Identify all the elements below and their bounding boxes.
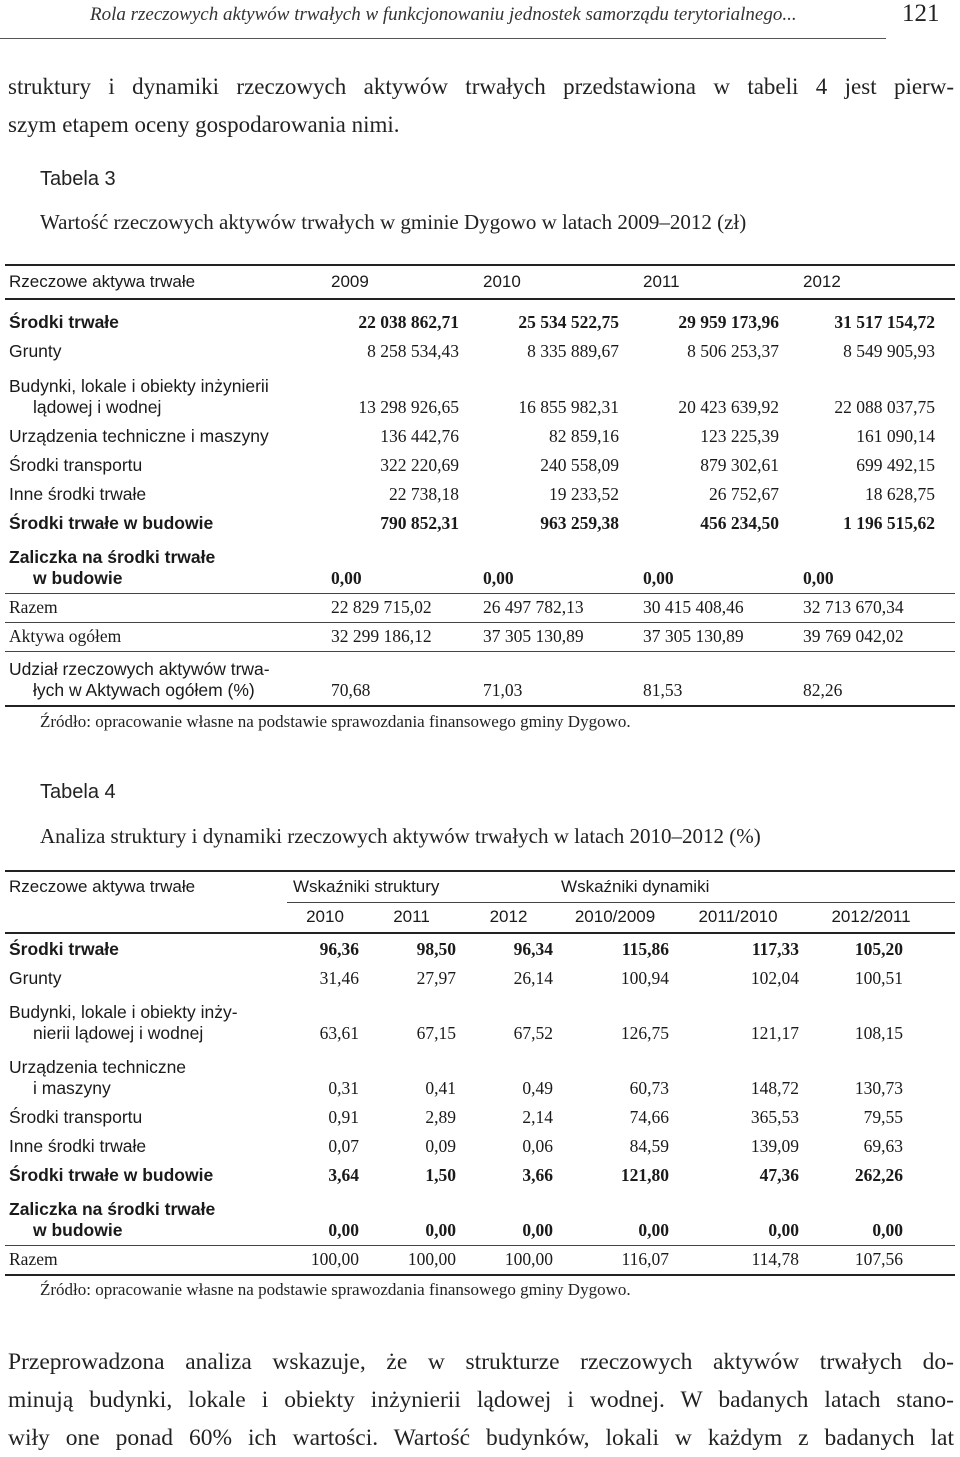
table-cell: 0,91 [328, 1107, 359, 1127]
row-label-line-2: w budowie [33, 567, 123, 588]
table-cell: 699 492,15 [856, 455, 935, 475]
table-cell: 84,59 [629, 1136, 670, 1156]
table-cell: 25 534 522,75 [518, 312, 619, 332]
table-cell: 63,61 [319, 1023, 359, 1043]
table-cell: 71,03 [483, 680, 523, 700]
table-cell: 100,00 [310, 1249, 359, 1269]
table-cell: 0,00 [638, 1219, 670, 1240]
row-label [5, 1190, 287, 1245]
table-cell: 322 220,69 [380, 455, 459, 475]
table-cell: 29 959 173,96 [678, 312, 779, 332]
table-cell: 20 423 639,92 [678, 397, 779, 417]
table4-header-structure: Wskaźniki struktury [287, 871, 557, 902]
table-row [5, 1161, 955, 1190]
table-cell: 8 258 534,43 [367, 341, 459, 361]
table-cell: 0,49 [522, 1078, 554, 1098]
table-cell: 115,86 [621, 939, 670, 959]
row-label [5, 451, 325, 480]
table4 [5, 870, 955, 1276]
table3-header-year: 2010 [483, 272, 521, 291]
table-cell: 27,97 [416, 968, 456, 988]
row-label-line-1: Środki transportu [9, 1107, 143, 1127]
running-title: Rola rzeczowych aktywów trwałych w funkcjonowaniu jednostek samorządu terytorialnego... [90, 4, 797, 25]
table-cell: 100,51 [854, 968, 904, 988]
table-cell: 0,09 [425, 1136, 456, 1156]
table-cell: 0,00 [425, 1219, 456, 1240]
row-label [5, 366, 325, 422]
row-label [5, 622, 325, 651]
table-cell: 26 752,67 [709, 484, 779, 504]
row-label-line-1: Środki trwałe w budowie [9, 513, 214, 533]
table-cell: 114,78 [751, 1249, 800, 1269]
table3 [5, 264, 955, 707]
table-row [5, 480, 955, 509]
table-cell: 0,00 [483, 567, 514, 588]
table-cell: 26 497 782,13 [483, 596, 584, 617]
table-cell: 2,14 [522, 1107, 554, 1127]
table-cell: 262,26 [854, 1165, 904, 1185]
table-row [5, 422, 955, 451]
row-label [5, 593, 325, 622]
table-cell: 19 233,52 [549, 484, 619, 504]
table-cell: 98,50 [416, 939, 456, 959]
table-row [5, 1048, 955, 1103]
table-cell: 108,15 [854, 1023, 904, 1043]
table-cell: 47,36 [759, 1165, 800, 1185]
row-label [5, 1132, 287, 1161]
table-cell: 16 855 982,31 [518, 397, 619, 417]
table-cell: 161 090,14 [856, 426, 935, 446]
table-row [5, 993, 955, 1048]
table-cell: 69,63 [863, 1136, 904, 1156]
table-cell: 81,53 [643, 680, 683, 700]
row-label-line-1: Środki transportu [9, 455, 143, 475]
table4-header-row [5, 871, 955, 902]
table-cell: 60,73 [629, 1078, 670, 1098]
table-cell: 96,36 [319, 939, 359, 959]
table-cell: 22 088 037,75 [834, 397, 935, 417]
table-cell: 100,00 [407, 1249, 456, 1269]
table-cell: 0,00 [331, 567, 362, 588]
conclusion-paragraph [8, 1343, 954, 1457]
row-label-line-1: Budynki, lokale i obiekty inżynierii [9, 376, 269, 396]
row-label [5, 422, 325, 451]
table-row [5, 1103, 955, 1132]
table-cell: 117,33 [751, 939, 800, 959]
row-label [5, 509, 325, 538]
row-label-line-1: Środki trwałe [9, 312, 119, 332]
row-label-line-1: Grunty [9, 968, 62, 988]
table-cell: 8 335 889,67 [527, 341, 619, 361]
table-row [5, 593, 955, 622]
row-label-line-1: Udział rzeczowych aktywów trwa- [9, 659, 270, 679]
table-cell: 116,07 [621, 1249, 670, 1269]
table-cell: 22 738,18 [389, 484, 459, 504]
table-cell: 39 769 042,02 [803, 625, 904, 646]
row-label-line-2: w budowie [33, 1219, 123, 1240]
table-cell: 126,75 [620, 1023, 670, 1043]
table3-label: Tabela 3 [40, 168, 116, 190]
table-cell: 82 859,16 [549, 426, 619, 446]
conclusion-line-1: Przeprowadzona analiza wskazuje, że w strukturze rzeczowych aktywów trwałych do- [8, 1349, 954, 1375]
row-label-line-1: Inne środki trwałe [9, 484, 147, 504]
row-label [5, 1048, 287, 1103]
table-cell: 31 517 154,72 [834, 312, 935, 332]
table-cell: 139,09 [750, 1136, 800, 1156]
table-cell: 456 234,50 [700, 513, 779, 533]
table-cell: 0,31 [328, 1078, 359, 1098]
table-cell: 67,15 [416, 1023, 456, 1043]
table-cell: 37 305 130,89 [643, 625, 744, 646]
row-label-line-1: Razem [9, 596, 58, 617]
table-cell: 130,73 [854, 1078, 904, 1098]
row-label [5, 1161, 287, 1190]
table-cell: 3,64 [328, 1165, 359, 1185]
table-cell: 121,17 [750, 1023, 800, 1043]
row-label [5, 1245, 287, 1275]
row-label-line-1: Środki trwałe w budowie [9, 1165, 214, 1185]
table4-caption: Analiza struktury i dynamiki rzeczowych aktywów trwałych w latach 2010–2012 (%) [40, 824, 761, 848]
header-rule [0, 38, 886, 39]
table-cell: 79,55 [863, 1107, 904, 1127]
table-cell: 365,53 [750, 1107, 800, 1127]
table-cell: 32 713 670,34 [803, 596, 904, 617]
row-label [5, 299, 325, 337]
table-cell: 123 225,39 [700, 426, 779, 446]
table-cell: 0,00 [872, 1219, 904, 1240]
table-cell: 963 259,38 [540, 513, 619, 533]
row-label-line-1: Razem [9, 1249, 58, 1269]
row-label-line-1: Urządzenia techniczne i maszyny [9, 426, 269, 446]
table-cell: 0,00 [803, 567, 834, 588]
table-row [5, 1190, 955, 1245]
table3-header-year: 2012 [803, 272, 841, 291]
table-cell: 32 299 186,12 [331, 625, 432, 646]
table4-subheader-cell: 2010/2009 [574, 907, 656, 927]
conclusion-line-3: wiły one ponad 60% ich wartości. Wartość budynków, lokali w każdym z badanych lat [8, 1425, 954, 1451]
table-cell: 74,66 [629, 1107, 670, 1127]
table4-subheader-cell: 2011/2010 [698, 907, 778, 927]
row-label-line-1: Zaliczka na środki trwałe [9, 1198, 216, 1219]
table-cell: 8 506 253,37 [687, 341, 779, 361]
table3-caption: Wartość rzeczowych aktywów trwałych w gminie Dygowo w latach 2009–2012 (zł) [40, 210, 747, 234]
row-label [5, 933, 287, 964]
table-row [5, 451, 955, 480]
table-cell: 100,00 [504, 1249, 554, 1269]
row-label [5, 480, 325, 509]
table-cell: 96,34 [513, 939, 554, 959]
table4-subheader-cell: 2011 [393, 907, 430, 927]
table-cell: 100,94 [620, 968, 670, 988]
table4-subheader-cell: 2012 [489, 907, 528, 927]
table-cell: 148,72 [750, 1078, 800, 1098]
row-label [5, 964, 287, 993]
table-row [5, 337, 955, 366]
row-label [5, 1103, 287, 1132]
table-cell: 37 305 130,89 [483, 625, 584, 646]
conclusion-line-2: minują budynki, lokale i obiekty inżynierii lądowej i wodnej. W badanych latach stano- [8, 1387, 954, 1413]
table4-label: Tabela 4 [40, 781, 116, 803]
table-row [5, 1245, 955, 1275]
table3-header-row [5, 265, 955, 299]
table4-header-dynamics: Wskaźniki dynamiki [557, 871, 955, 902]
table-cell: 102,04 [750, 968, 800, 988]
row-label-line-2: nierii lądowej i wodnej [33, 1023, 204, 1043]
table4-subheader-cell: 2010 [306, 907, 344, 927]
table-cell: 26,14 [513, 968, 554, 988]
table-cell: 136 442,76 [380, 426, 459, 446]
table-cell: 82,26 [803, 680, 843, 700]
intro-paragraph [8, 68, 954, 144]
table-row [5, 933, 955, 964]
table3-header-label: Rzeczowe aktywa trwałe [9, 272, 196, 291]
table-cell: 0,00 [522, 1219, 554, 1240]
row-label [5, 651, 325, 706]
table-row [5, 622, 955, 651]
table3-source: Źródło: opracowanie własne na podstawie sprawozdania finansowego gminy Dygowo. [40, 712, 631, 731]
row-label-line-2: i maszyny [33, 1078, 111, 1098]
table-row [5, 964, 955, 993]
table4-subheader-row [5, 902, 955, 933]
table-cell: 1,50 [425, 1165, 456, 1185]
table-cell: 22 829 715,02 [331, 596, 432, 617]
row-label-line-1: Grunty [9, 341, 62, 361]
table-cell: 31,46 [319, 968, 359, 988]
intro-line-2: szym etapem oceny gospodarowania nimi. [8, 112, 400, 137]
table-cell: 18 628,75 [865, 484, 935, 504]
table-cell: 0,00 [328, 1219, 359, 1240]
table-cell: 790 852,31 [380, 513, 459, 533]
table-cell: 240 558,09 [540, 455, 619, 475]
table-row [5, 651, 955, 706]
table-cell: 107,56 [854, 1249, 904, 1269]
table-row [5, 366, 955, 422]
table-cell: 879 302,61 [700, 455, 779, 475]
table-cell: 3,66 [522, 1165, 554, 1185]
table-cell: 67,52 [513, 1023, 554, 1043]
table-cell: 0,06 [522, 1136, 554, 1156]
row-label-line-1: Zaliczka na środki trwałe [9, 546, 216, 567]
table-cell: 1 196 515,62 [843, 513, 935, 533]
row-label [5, 337, 325, 366]
page-number: 121 [902, 0, 940, 27]
table4-header-label: Rzeczowe aktywa trwałe [9, 877, 196, 896]
intro-line-1: struktury i dynamiki rzeczowych aktywów trwałych przedstawiona w tabeli 4 jest pierw- [8, 74, 954, 99]
table-cell: 0,00 [643, 567, 674, 588]
row-label-line-2: łych w Aktywach ogółem (%) [33, 680, 255, 700]
table4-subheader-cell: 2012/2011 [831, 907, 911, 927]
table-cell: 0,07 [328, 1136, 359, 1156]
row-label-line-1: Środki trwałe [9, 939, 119, 959]
table-cell: 8 549 905,93 [843, 341, 935, 361]
row-label [5, 993, 287, 1048]
table-cell: 70,68 [331, 680, 371, 700]
row-label-line-1: Budynki, lokale i obiekty inży- [9, 1002, 238, 1022]
table-cell: 105,20 [854, 939, 904, 959]
row-label [5, 538, 325, 593]
table3-header-year: 2011 [643, 272, 680, 291]
row-label-line-1: Urządzenia techniczne [9, 1057, 187, 1077]
table-cell: 2,89 [425, 1107, 456, 1127]
table-cell: 0,41 [425, 1078, 456, 1098]
table4-source: Źródło: opracowanie własne na podstawie sprawozdania finansowego gminy Dygowo. [40, 1280, 631, 1299]
table-row [5, 1132, 955, 1161]
row-label-line-1: Inne środki trwałe [9, 1136, 147, 1156]
table-cell: 121,80 [620, 1165, 670, 1185]
table-cell: 13 298 926,65 [358, 397, 459, 417]
table-cell: 22 038 862,71 [358, 312, 459, 332]
row-label-line-1: Aktywa ogółem [9, 625, 122, 646]
table4-subheader-blank [5, 902, 287, 933]
row-label-line-2: lądowej i wodnej [33, 397, 162, 417]
table-row [5, 538, 955, 593]
table-cell: 0,00 [768, 1219, 800, 1240]
table-row [5, 299, 955, 337]
table-cell: 30 415 408,46 [643, 596, 744, 617]
table3-header-year: 2009 [331, 272, 369, 291]
table-row [5, 509, 955, 538]
